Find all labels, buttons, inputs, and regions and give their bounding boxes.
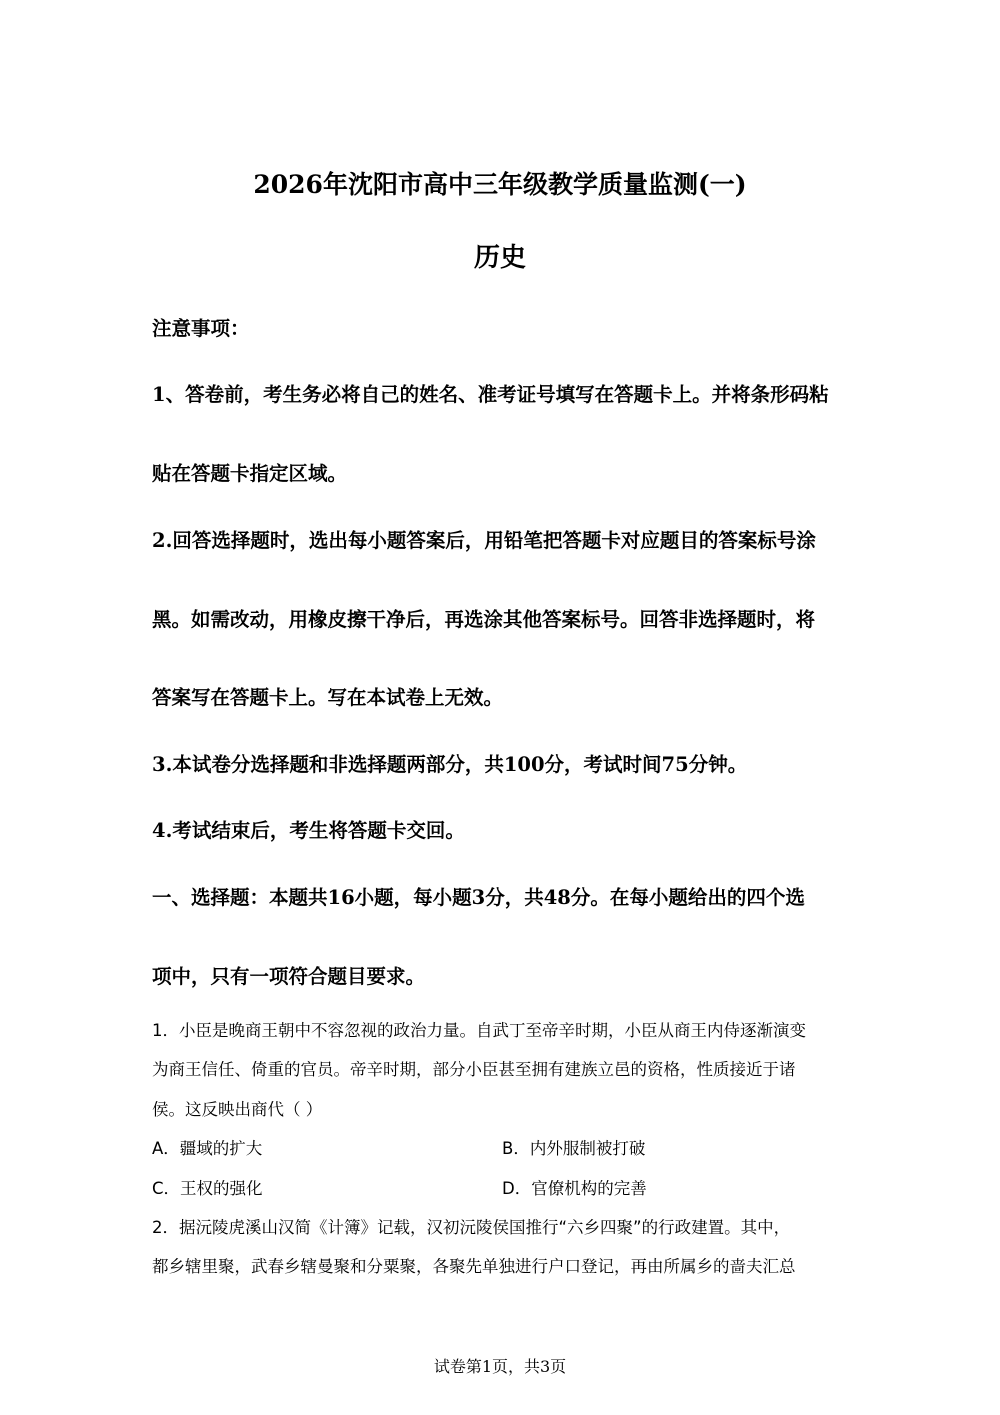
subject-title: 历史 <box>473 243 526 273</box>
question-2-line: 都乡辖里聚，武春乡辖曼聚和分粟聚，各聚先单独进行户口登记，再由所属乡的啬夫汇总 <box>152 1257 796 1276</box>
option-a: A．疆域的扩大 <box>152 1139 263 1158</box>
notice-line: 4.考试结束后，考生将答题卡交回。 <box>152 819 465 842</box>
notice-line: 1、答卷前，考生务必将自己的姓名、准考证号填写在答题卡上。并将条形码粘 <box>152 383 829 406</box>
notice-line: 黑。如需改动，用橡皮擦干净后，再选涂其他答案标号。回答非选择题时，将 <box>152 608 816 631</box>
question-1-line: 为商王信任、倚重的官员。帝辛时期，部分小臣甚至拥有建族立邑的资格，性质接近于诸 <box>152 1060 796 1079</box>
notice-line: 2.回答选择题时，选出每小题答案后，用铅笔把答题卡对应题目的答案标号涂 <box>152 529 816 552</box>
option-c: C．王权的强化 <box>152 1179 263 1198</box>
option-d: D．官僚机构的完善 <box>502 1179 647 1198</box>
notice-line: 贴在答题卡指定区域。 <box>152 462 348 485</box>
exam-title: 2026年沈阳市高中三年级教学质量监测(一) <box>253 170 747 199</box>
page-footer: 试卷第1页，共3页 <box>433 1357 567 1376</box>
question-1-line: 侯。这反映出商代（ ） <box>152 1100 323 1119</box>
question-1-line: 1．小臣是晚商王朝中不容忽视的政治力量。自武丁至帝辛时期，小臣从商王内侍逐渐演变 <box>152 1021 806 1040</box>
notice-line: 3.本试卷分选择题和非选择题两部分，共100分，考试时间75分钟。 <box>152 753 748 776</box>
section-heading: 一、选择题：本题共16小题，每小题3分，共48分。在每小题给出的四个选 <box>152 886 805 909</box>
question-2-line: 2．据沅陵虎溪山汉简《计簿》记载，汉初沅陵侯国推行“六乡四聚”的行政建置。其中， <box>152 1218 791 1237</box>
notice-heading: 注意事项： <box>152 317 250 340</box>
notice-line: 答案写在答题卡上。写在本试卷上无效。 <box>152 686 504 709</box>
section-heading: 项中，只有一项符合题目要求。 <box>152 965 426 988</box>
option-b: B．内外服制被打破 <box>502 1139 646 1158</box>
